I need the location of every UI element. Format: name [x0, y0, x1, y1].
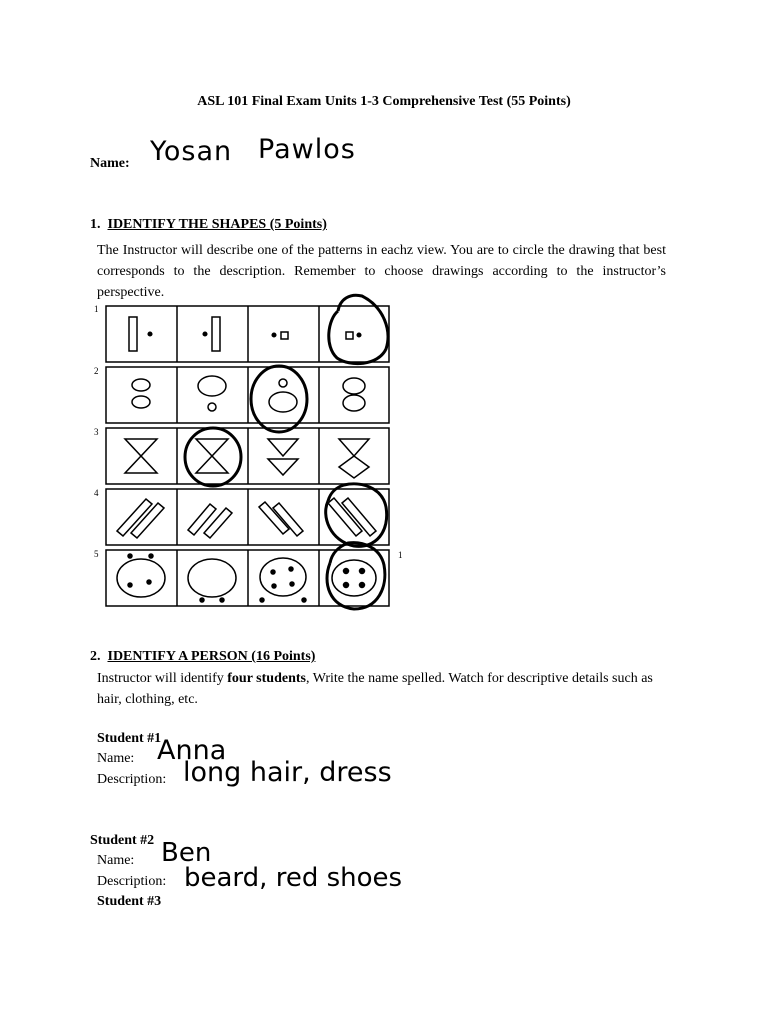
student-3-label: Student #3 [97, 894, 162, 909]
row-number-2: 2 [94, 366, 99, 376]
section2-instructions-bold: four students [227, 671, 306, 686]
student-2-description: beard, red shoes [184, 863, 403, 893]
section2-heading [90, 649, 315, 665]
student-2-name-label: Name: [97, 853, 135, 868]
section1-heading [90, 217, 327, 233]
section2-number: 2. [90, 649, 101, 664]
page-title: ASL 101 Final Exam Units 1-3 Comprehensive Test (55 Points) [197, 94, 571, 109]
row-5-shapes [117, 554, 376, 602]
section2-title: IDENTIFY A PERSON (16 Points) [107, 649, 316, 664]
student-1-description-label: Description: [97, 772, 167, 787]
student-1-name: Anna [157, 735, 227, 766]
shapes-grid [92, 301, 402, 613]
section2-instructions-after: , Write the name spelled. Watch for descriptive details such as hair, clothing, etc. [97, 671, 653, 707]
row-number-5: 5 [94, 549, 99, 559]
student-2-description-label: Description: [97, 874, 167, 889]
handwritten-last-name: Pawlos [258, 134, 356, 165]
student-1-label: Student #1 [97, 731, 162, 746]
student-1-name-label: Name: [97, 751, 135, 766]
section1-number: 1. [90, 217, 101, 232]
section2-instructions-before: Instructor will identify [97, 671, 228, 686]
side-mark: 1 [398, 550, 403, 560]
row-number-4: 4 [94, 488, 99, 498]
name-label: Name: [90, 156, 130, 171]
answer-circle-row-2 [251, 366, 307, 432]
student-2-name: Ben [161, 838, 212, 868]
row-1-shapes [129, 317, 361, 351]
student-1-description: long hair, dress [183, 757, 392, 788]
section1-instructions: The Instructor will describe one of the patterns in eachz view. You are to circle the drawing that best corresponds to the description. Remember to choose drawings according to the instructor’s perspective. [97, 243, 666, 300]
row-number-3: 3 [94, 427, 99, 437]
handwritten-first-name: Yosan [150, 136, 233, 167]
section2-instructions [97, 668, 666, 710]
row-number-1: 1 [94, 304, 99, 314]
answer-circle-row-4 [326, 484, 387, 546]
section1-title: IDENTIFY THE SHAPES (5 Points) [107, 217, 327, 232]
row-4-shapes [117, 498, 376, 538]
student-2-label: Student #2 [90, 833, 155, 848]
row-3-shapes [125, 439, 369, 478]
